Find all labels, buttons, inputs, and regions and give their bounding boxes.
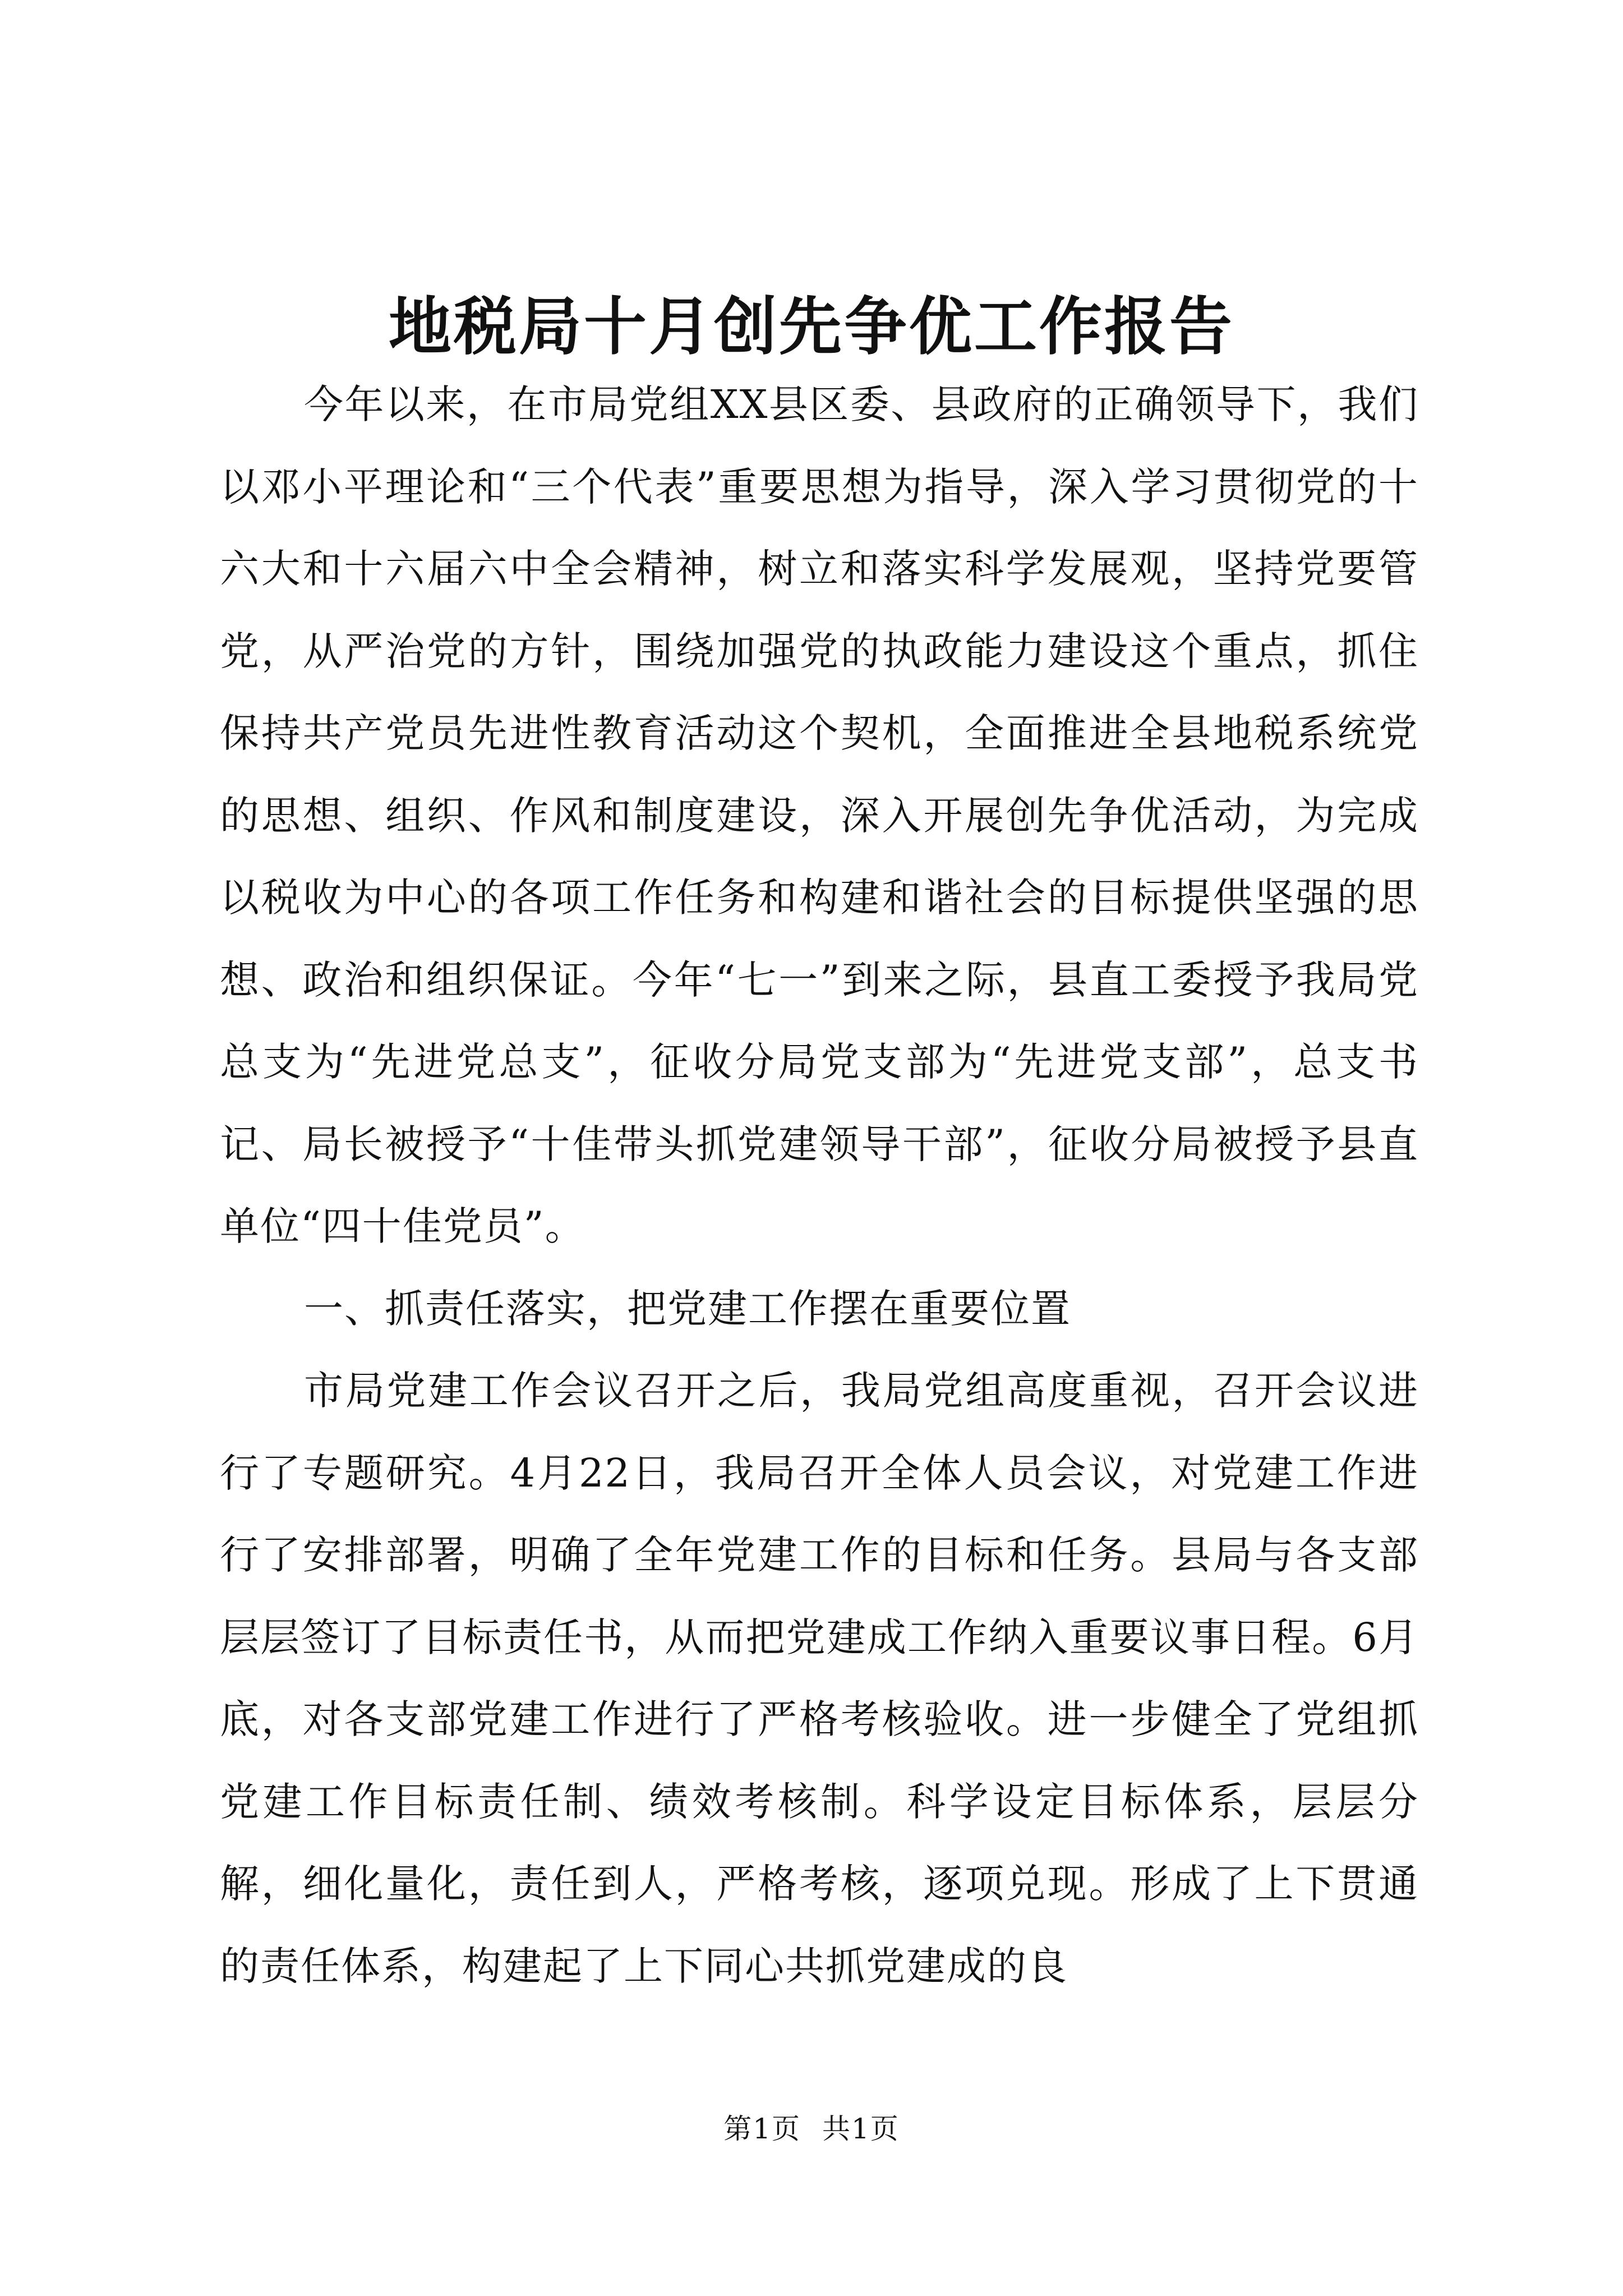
document-body <box>220 364 1419 2007</box>
page-total: 共1页 <box>822 2113 900 2145</box>
paragraph-intro: 今年以来，在市局党组XX县区委、县政府的正确领导下，我们以邓小平理论和“三个代表”重要思想为指导，深入学习贯彻党的十六大和十六届六中全会精神，树立和落实科学发展观，坚持党要管党，从严治党的方针，围绕加强党的执政能力建设这个重点，抓住保持共产党员先进性教育活动这个契机，全面推进全县地税系统党的思想、组织、作风和制度建设，深入开展创先争优活动，为完成以税收为中心的各项工作任务和构建和谐社会的目标提供坚强的思想、政治和组织保证。今年“七一”到来之际，县直工委授予我局党总支为“先进党总支”，征收分局党支部为“先进党支部”，总支书记、局长被授予“十佳带头抓党建领导干部”，征收分局被授予县直单位“四十佳党员”。 <box>220 381 1419 1249</box>
page-number: 第1页 <box>723 2113 801 2145</box>
section-heading-1: 一、抓责任落实，把党建工作摆在重要位置 <box>304 1285 1071 1332</box>
document-title: 地税局十月创先争优工作报告 <box>389 290 1234 364</box>
page-footer <box>0 2109 1623 2148</box>
paragraph-section-1: 市局党建工作会议召开之后，我局党组高度重视，召开会议进行了专题研究。4月22日，我局召开全体人员会议，对党建工作进行了安排部署，明确了全年党建工作的目标和任务。县局与各支部层层签订了目标责任书，从而把党建成工作纳入重要议事日程。6月底，对各支部党建工作进行了严格考核验收。进一步健全了党组抓党建工作目标责任制、绩效考核制。科学设定目标体系，层层分解，细化量化，责任到人，严格考核，逐项兑现。形成了上下贯通的责任体系，构建起了上下同心共抓党建成的良 <box>220 1368 1419 1989</box>
